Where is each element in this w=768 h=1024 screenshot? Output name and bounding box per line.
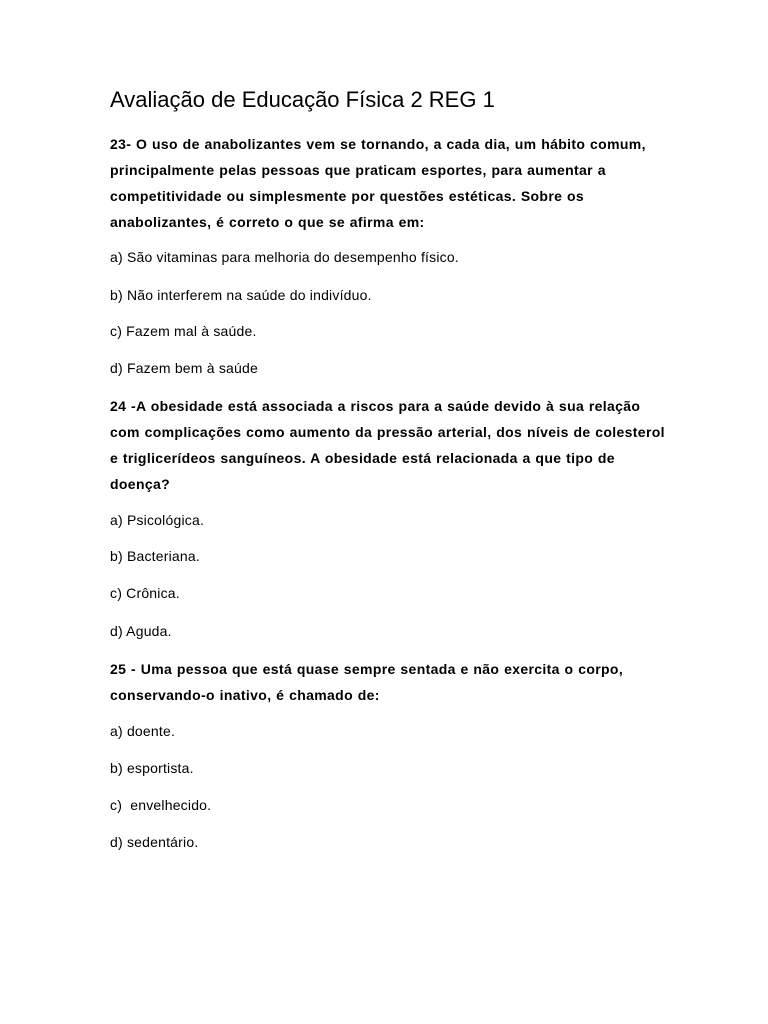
question-25-option-b: b) esportista. <box>110 760 194 776</box>
question-23-option-b: b) Não interferem na saúde do indivíduo. <box>110 287 372 303</box>
question-24-text: 24 -A obesidade está associada a riscos para a saúde devido à sua relação com complicações como aumento da pressão arterial, dos níveis de colesterol e triglicerídeos sanguíneos. A obesidade está relacionada a que tipo de doença? <box>110 398 665 492</box>
question-23-option-d: d) Fazem bem à saúde <box>110 360 258 376</box>
question-25-option-c: c) envelhecido. <box>110 797 212 813</box>
question-25-option-a: a) doente. <box>110 723 176 739</box>
question-24-option-b: b) Bacteriana. <box>110 548 200 564</box>
question-24-option-a: a) Psicológica. <box>110 512 205 528</box>
question-25-text: 25 - Uma pessoa que está quase sempre sentada e não exercita o corpo, conservando-o inativo, é chamado de: <box>110 661 624 703</box>
question-24-option-d: d) Aguda. <box>110 623 172 639</box>
question-23-text: 23- O uso de anabolizantes vem se tornando, a cada dia, um hábito comum, principalmente pelas pessoas que praticam esportes, para aumentar a competitividade ou simplesmente por questões estéticas. Sobre os anabolizantes, é correto o que se afirma em: <box>110 136 646 230</box>
question-23-option-a: a) São vitaminas para melhoria do desempenho físico. <box>110 249 459 265</box>
question-23-option-c: c) Fazem mal à saúde. <box>110 323 257 339</box>
question-24-option-c: c) Crônica. <box>110 585 180 601</box>
question-25-option-d: d) sedentário. <box>110 834 199 850</box>
document-title: Avaliação de Educação Física 2 REG 1 <box>110 87 495 112</box>
